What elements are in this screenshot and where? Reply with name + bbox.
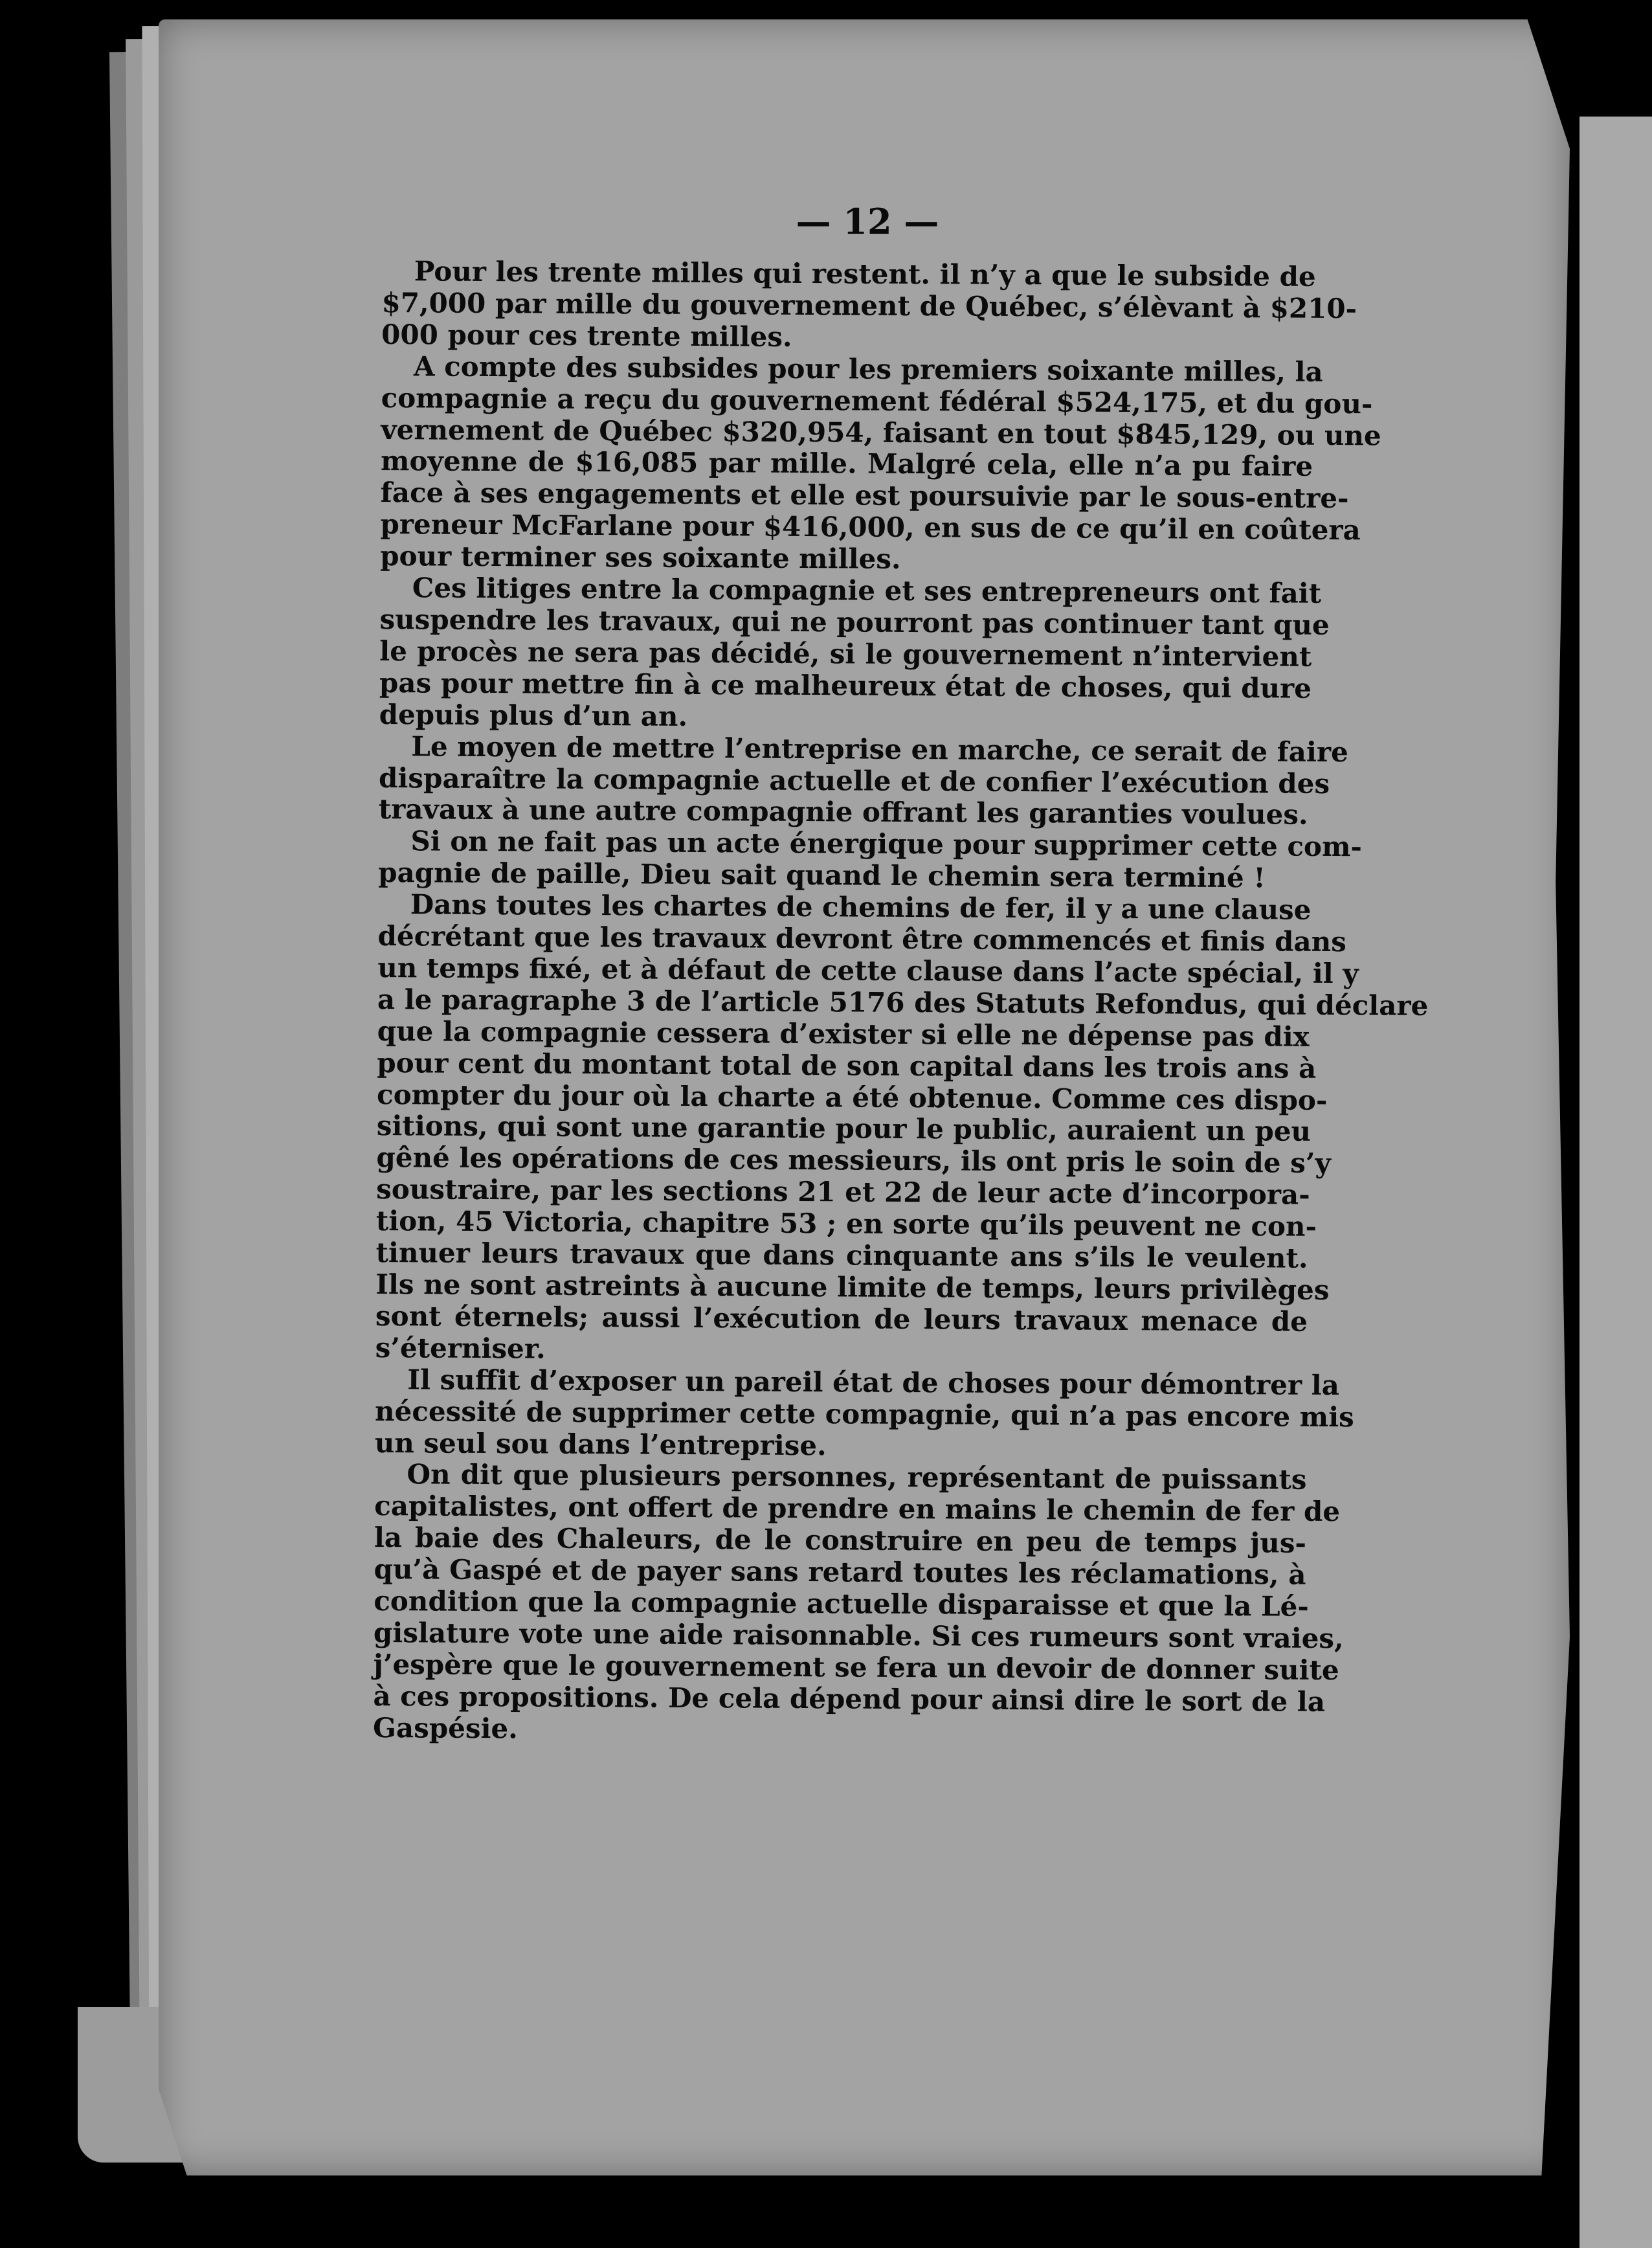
text-line: Pour les trente milles qui restent. il n’y a que le subside de [414,255,1316,293]
body-text [372,255,1429,1749]
page-number: — 12 — [796,201,939,242]
text-line: tinuer leurs travaux que dans cinquante ans s’ils le veulent. [375,1237,1308,1274]
text-line: pas pour mettre fin à ce malheureux état de choses, qui dure [379,666,1312,704]
text-line: à ces propositions. De cela dépend pour ainsi dire le sort de la [373,1680,1326,1718]
text-line: s’éterniser. [375,1331,546,1365]
text-line: $7,000 par mille du gouvernement de Québec, s’élèvant à $210- [381,286,1357,325]
text-line: tion, 45 Victoria, chapitre 53 ; en sorte qu’ils peuvent ne con- [375,1205,1317,1243]
text-line: Il suffit d’exposer un pareil état de choses pour démontrer la [407,1363,1340,1401]
paragraph [374,1363,1354,1465]
paragraph [379,572,1330,736]
text-line: la baie des Chaleurs, de le construire en peu de temps jus- [374,1522,1307,1560]
text-line: Si on ne fait pas un acte énergique pour supprimer cette com- [410,825,1363,863]
text-line: On dit que plusieurs personnes, représentant de puissants [407,1458,1307,1496]
text-line: pour cent du montant total de son capital dans les trois ans à [377,1046,1317,1085]
text-line: moyenne de $16,085 par mille. Malgré cela, elle n’a pu faire [380,445,1313,483]
text-line: gêné les opérations de ces messieurs, ils ont pris le soin de s’y [376,1141,1332,1180]
text-line: le procès ne sera pas décidé, si le gouvernement n’intervient [379,635,1312,673]
text-line: preneur McFarlane pour $416,000, en sus de ce qu’il en coûtera [380,508,1361,546]
text-line: suspendre les travaux, qui ne pourront pas continuer tant que [379,603,1330,641]
text-line: Ils ne sont astreints à aucune limite de temps, leurs privilèges [375,1268,1330,1306]
text-line: pagnie de paille, Dieu sait quand le chemin sera terminé ! [378,857,1266,894]
text-line: compagnie a reçu du gouvernement fédéral $524,175, et du gou- [381,381,1373,420]
text-line: sitions, qui sont une garantie pour le public, auraient un peu [376,1110,1312,1148]
paragraph [378,825,1363,895]
text-line: pour terminer ses soixante milles. [380,540,901,576]
text-line: un seul sou dans l’entreprise. [374,1426,827,1461]
text-line: Gaspésie. [372,1711,519,1745]
text-line: Ces litiges entre la compagnie et ses entrepreneurs ont fait [412,572,1322,609]
adjacent-page-edge [1579,117,1652,2248]
text-line: face à ses engagements et elle est poursuivie par le sous-entre- [380,477,1349,515]
paragraph [378,730,1348,832]
text-line: gislature vote une aide raisonnable. Si ces rumeurs sont vraies, [373,1616,1344,1655]
text-line: décrétant que les travaux devront être commencés et finis dans [377,920,1347,958]
text-line: compter du jour où la charte a été obtenue. Comme ces dispo- [376,1078,1328,1116]
text-line: A compte des subsides pour les premiers soixante milles, la [413,350,1323,388]
text-line: sont éternels; aussi l’exécution de leurs travaux menace de [375,1299,1308,1338]
text-line: depuis plus d’un an. [379,698,688,732]
text-line: que la compagnie cessera d’exister si elle ne dépense pas dix [377,1015,1310,1053]
text-line: Dans toutes les chartes de chemins de fer, il y a une clause [410,888,1312,926]
text-line: nécessité de supprimer cette compagnie, qui n’a pas encore mis [374,1395,1354,1433]
text-line: Le moyen de mettre l’entreprise en marche, ce serait de faire [411,730,1348,768]
text-line: a le paragraphe 3 de l’article 5176 des Statuts Refondus, qui déclare [377,983,1429,1022]
text-line: 000 pour ces trente milles. [381,318,792,353]
text-line: disparaître la compagnie actuelle et de confier l’exécution des [378,761,1330,800]
text-line: un temps fixé, et à défaut de cette clause dans l’acte spécial, il y [377,951,1359,990]
text-line: j’espère que le gouvernement se fera un devoir de donner suite [373,1648,1339,1686]
text-line: capitalistes, ont offert de prendre en mains le chemin de fer de [374,1490,1341,1528]
text-line: qu’à Gaspé et de payer sans retard toutes les réclamations, à [374,1553,1306,1591]
paragraph [381,255,1357,357]
text-line: soustraire, par les sections 21 et 22 de leur acte d’incorpora- [376,1173,1310,1211]
text-line: condition que la compagnie actuelle disparaisse et que la Lé- [374,1585,1309,1623]
text-line: vernement de Québec $320,954, faisant en tout $845,129, ou une [381,413,1381,451]
paragraph [375,888,1429,1369]
paragraph [372,1458,1344,1749]
text-line: travaux à une autre compagnie offrant les garanties voulues. [378,793,1308,831]
paragraph [380,350,1381,578]
